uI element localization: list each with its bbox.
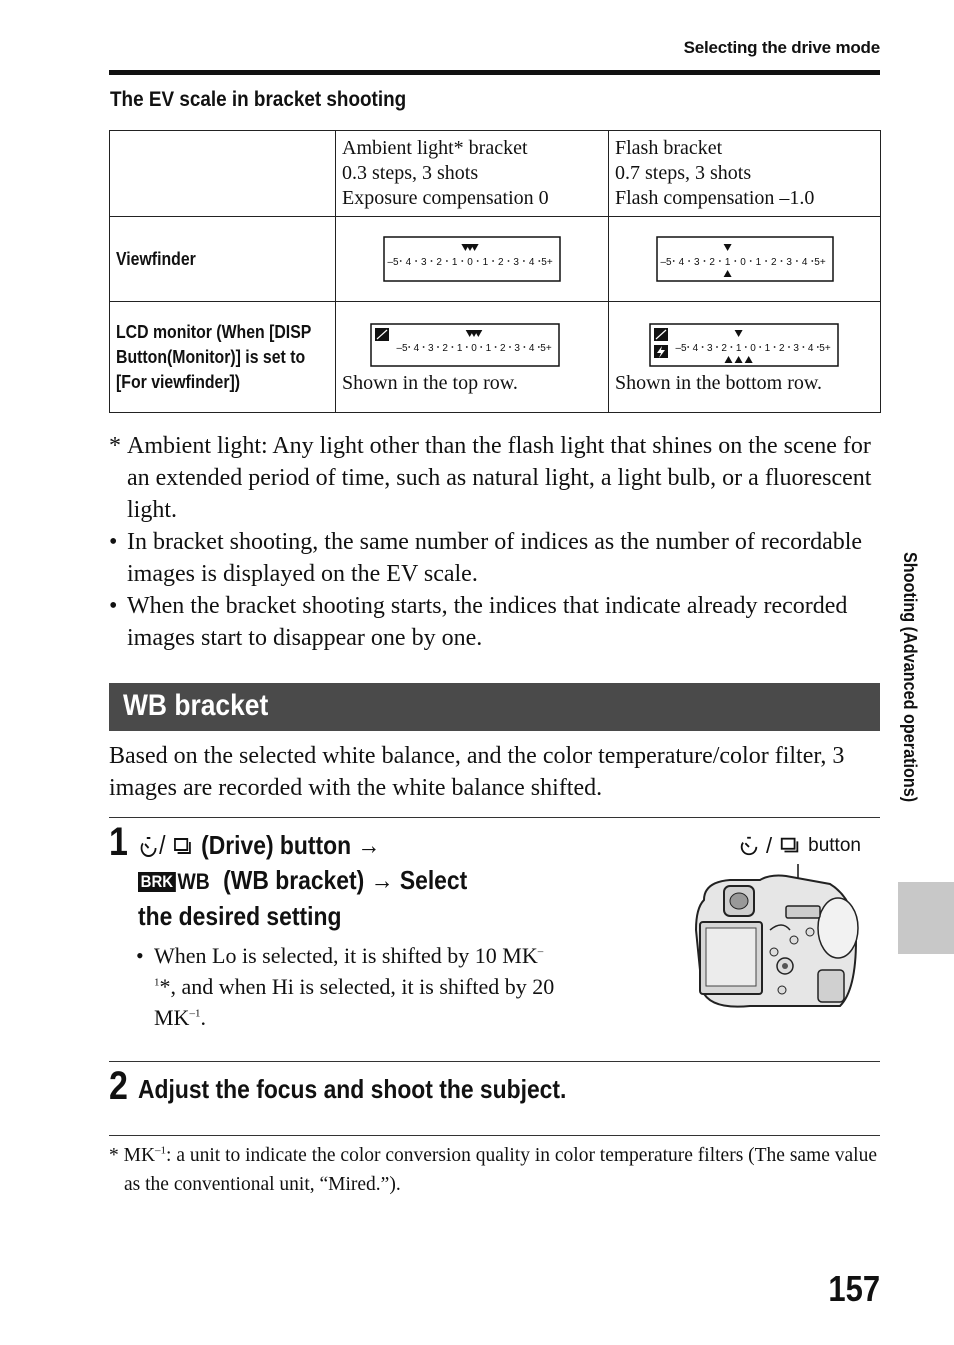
footnote-paragraph — [109, 1141, 884, 1199]
callout-label: button — [808, 835, 861, 856]
ev-scale-label: –5 — [659, 257, 672, 268]
ev-scale-label: 4 — [528, 257, 535, 268]
step-number-1: 1 — [109, 820, 128, 864]
self-timer-icon — [138, 835, 159, 859]
continuous-drive-icon — [778, 835, 802, 857]
ambient-header-line: Exposure compensation 0 — [342, 187, 549, 209]
running-head: Selecting the drive mode — [683, 38, 880, 57]
bullet-item — [136, 940, 556, 1033]
step1-line1-text: (Drive) button → — [201, 830, 381, 860]
ev-scale-dot — [780, 260, 782, 262]
bullet-text-b: *, and when Hi is selected, it is shifted by 20 MK — [154, 974, 555, 1030]
step2-rule — [109, 1061, 880, 1062]
ev-scale-table — [109, 130, 881, 413]
side-tab-text: Shooting (Advanced operations) — [900, 552, 920, 803]
ev-scale-label: 1 — [485, 343, 492, 354]
step1-instruction — [138, 828, 512, 934]
ev-scale-dot — [538, 260, 540, 262]
ev-scale-label: 5+ — [540, 343, 552, 354]
bullet-text: When the bracket shooting starts, the indices that indicate already recorded images start to disappear one by one. — [127, 593, 848, 651]
bullet-mark: • — [109, 593, 118, 619]
ev-scale-label: 1 — [764, 343, 771, 354]
ev-scale-lcd-ambient-icon — [370, 323, 560, 367]
lcd-ambient-caption: Shown in the top row. — [342, 372, 518, 394]
bullet-item — [109, 526, 884, 590]
lcd-ambient-cell — [336, 302, 609, 413]
ev-scale-dot — [702, 346, 704, 348]
side-tab-marker — [898, 882, 954, 954]
ev-scale-dot — [765, 260, 767, 262]
ev-scale-label: 0 — [739, 257, 746, 268]
ev-scale-label: 4 — [678, 257, 684, 268]
wb-bracket-section-banner — [109, 683, 880, 731]
viewfinder-row — [110, 217, 881, 302]
ev-scale-dot — [446, 260, 448, 262]
table-corner-cell — [110, 131, 336, 217]
ev-scale-label: 4 — [413, 343, 420, 354]
ev-scale-dot — [687, 346, 689, 348]
step1-bullet — [136, 940, 556, 1033]
ev-scale-dot — [437, 346, 439, 348]
ev-scale-label: 5+ — [541, 257, 553, 268]
bullet-item — [109, 590, 884, 654]
step1-line2-text: (WB bracket) → Select — [223, 865, 468, 895]
ev-scale-dot — [788, 346, 790, 348]
ev-scale-dot — [408, 346, 410, 348]
ev-scale-label: 0 — [467, 257, 473, 268]
camera-illustration-icon — [690, 860, 860, 1020]
bullet-text-a: When Lo is selected, it is shifted by 10 MK — [154, 943, 538, 968]
ev-scale-dot — [423, 346, 425, 348]
ev-scale-label: 4 — [528, 343, 535, 354]
ev-scale-viewfinder-flash-icon — [656, 236, 834, 282]
ev-scale-label: 0 — [750, 343, 756, 354]
ev-scale-label: –5 — [387, 257, 399, 268]
ev-scale-dot — [508, 260, 510, 262]
footnote-rule — [109, 1135, 880, 1136]
superscript: –1 — [154, 945, 544, 989]
ev-scale-label: 2 — [500, 343, 506, 354]
ev-scale-label: 5+ — [819, 343, 831, 354]
ev-scale-dot — [745, 346, 747, 348]
lcd-row — [110, 302, 881, 413]
superscript: –1 — [155, 1144, 167, 1157]
ev-scale-label: 3 — [514, 343, 520, 354]
ev-scale-label: 4 — [801, 257, 807, 268]
step2-instruction — [138, 1072, 625, 1107]
ev-scale-viewfinder-ambient-icon — [383, 236, 561, 282]
ev-scale-dot — [749, 260, 751, 262]
ev-scale-dot — [688, 260, 690, 262]
ev-scale-label: 2 — [498, 257, 504, 268]
ambient-header-line: Ambient light* bracket — [342, 137, 528, 159]
ev-scale-label: 2 — [436, 257, 442, 268]
ev-scale-label: 1 — [456, 343, 463, 354]
drive-button-callout: / button — [738, 833, 861, 859]
flash-bracket-header — [609, 131, 881, 217]
step1-line2 — [138, 863, 467, 899]
bullet-mark: • — [109, 529, 118, 555]
ev-scale-dot — [400, 260, 402, 262]
wb-icon: WB — [177, 869, 210, 894]
ev-scale-heading: The EV scale in bracket shooting — [110, 88, 407, 111]
brk-icon: BRK — [138, 872, 176, 892]
ev-scale-dot — [734, 260, 736, 262]
ev-scale-label: –5 — [675, 343, 687, 354]
viewfinder-ambient-cell — [336, 217, 609, 302]
ev-scale-dot — [495, 346, 497, 348]
ev-scale-label: 3 — [513, 257, 519, 268]
step-number-2: 2 — [109, 1064, 128, 1108]
ev-scale-dot — [431, 260, 433, 262]
ev-scale-dot — [477, 260, 479, 262]
ev-scale-dot — [461, 260, 463, 262]
viewfinder-row-header — [110, 217, 336, 302]
ev-scale-label: 4 — [807, 343, 814, 354]
ev-scale-dot — [509, 346, 511, 348]
ev-scale-label: 1 — [755, 257, 761, 268]
lcd-flash-cell — [609, 302, 881, 413]
ev-scale-dot — [466, 346, 468, 348]
lcd-label: LCD monitor (When [DISP Button(Monitor)] is set to [For viewfinder]) — [116, 321, 312, 392]
ev-scale-dot — [524, 346, 526, 348]
ev-scale-label: 1 — [735, 343, 742, 354]
continuous-drive-icon — [172, 835, 195, 859]
bullet-text: In bracket shooting, the same number of indices as the number of recordable images is displayed on the EV scale. — [127, 529, 863, 587]
ev-scale-label: 3 — [785, 257, 792, 268]
asterisk-mark: * — [109, 433, 121, 459]
ev-scale-label: 1 — [482, 257, 489, 268]
notes-block — [109, 430, 884, 654]
ev-scale-lcd-flash-icon — [649, 323, 839, 367]
ev-scale-label: 2 — [721, 343, 727, 354]
ev-scale-label: 2 — [779, 343, 785, 354]
superscript: –1 — [189, 1007, 201, 1020]
ev-scale-dot — [703, 260, 705, 262]
bullet-text-c: . — [200, 1005, 206, 1030]
ev-scale-dot — [716, 346, 718, 348]
flash-header-line: Flash bracket — [615, 137, 723, 159]
ev-scale-label: 3 — [421, 257, 427, 268]
ambient-footnote-text: Ambient light: Any light other than the flash light that shines on the scene for an extended period of time, such as natural light, a light bulb, or a fluorescent light. — [127, 433, 872, 523]
ev-scale-label: 2 — [770, 257, 777, 268]
ev-scale-dot — [492, 260, 494, 262]
ev-scale-label: 0 — [471, 343, 477, 354]
lcd-row-header — [110, 302, 336, 413]
ambient-bracket-header — [336, 131, 609, 217]
ev-scale-dot — [523, 260, 525, 262]
side-tab-label — [896, 552, 924, 872]
mk-footnote — [109, 1141, 884, 1199]
ev-scale-dot — [452, 346, 454, 348]
viewfinder-flash-cell — [609, 217, 881, 302]
ev-scale-dot — [415, 260, 417, 262]
top-rule — [109, 70, 880, 75]
flash-header-line: 0.7 steps, 3 shots — [615, 162, 752, 184]
ev-scale-label: 2 — [708, 257, 715, 268]
step2-text: Adjust the focus and shoot the subject. — [138, 1074, 567, 1104]
footnote-mark: * MK — [109, 1145, 156, 1166]
flash-header-line: Flash compensation –1.0 — [615, 187, 815, 209]
step1-line3: the desired setting — [138, 901, 342, 931]
ev-scale-dot — [480, 346, 482, 348]
ev-scale-dot — [719, 260, 721, 262]
bullet-mark: • — [136, 943, 144, 968]
ev-scale-label: 4 — [405, 257, 412, 268]
ambient-header-line: 0.3 steps, 3 shots — [342, 162, 479, 184]
ambient-footnote — [109, 430, 884, 526]
ev-scale-dot — [796, 260, 798, 262]
table-header-row — [110, 131, 881, 217]
ev-scale-label: 3 — [793, 343, 799, 354]
ev-scale-label: 1 — [724, 257, 730, 268]
page-number: 157 — [828, 1268, 880, 1309]
wb-bracket-intro: Based on the selected white balance, and the color temperature/color filter, 3 images are recorded with the white balance shifted. — [109, 743, 845, 801]
step1-rule — [109, 817, 880, 818]
ev-scale-dot — [811, 260, 813, 262]
ev-scale-label: 1 — [451, 257, 458, 268]
ev-scale-dot — [731, 346, 733, 348]
ev-scale-label: 2 — [442, 343, 448, 354]
self-timer-icon — [738, 835, 760, 857]
ev-scale-dot — [759, 346, 761, 348]
ev-scale-label: 3 — [693, 257, 700, 268]
ev-scale-label: 5+ — [813, 257, 826, 268]
ev-scale-dot — [672, 260, 674, 262]
lcd-flash-caption: Shown in the bottom row. — [615, 372, 823, 394]
ev-scale-label: –5 — [396, 343, 408, 354]
ev-scale-dot — [774, 346, 776, 348]
wb-bracket-title: WB bracket — [123, 689, 269, 722]
ev-scale-label: 3 — [428, 343, 434, 354]
viewfinder-label: Viewfinder — [116, 248, 196, 269]
footnote-text: : a unit to indicate the color conversion quality in color temperature filters (The same value as the conventional unit, “Mired.”). — [124, 1145, 878, 1195]
ev-scale-label: 3 — [707, 343, 713, 354]
ev-scale-label: 4 — [692, 343, 699, 354]
step1-line1: / (Drive) button → — [138, 828, 467, 863]
ev-scale-dot — [803, 346, 805, 348]
